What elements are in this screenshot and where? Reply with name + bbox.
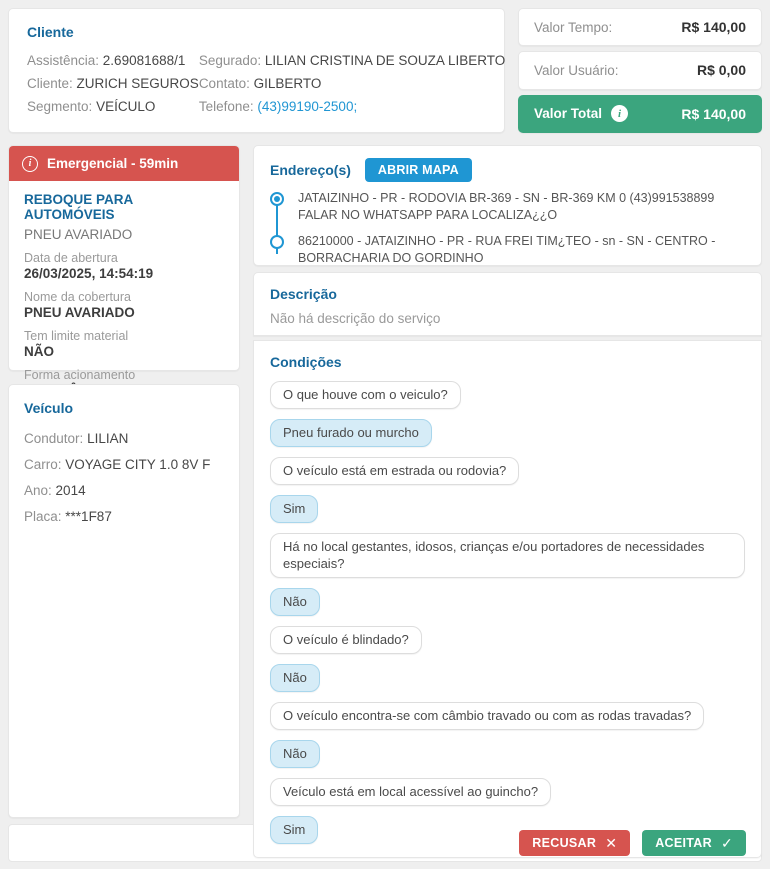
addresses-title: Endereço(s) [270, 162, 351, 178]
segment-value: VEÍCULO [96, 99, 156, 114]
service-subtitle: PNEU AVARIADO [24, 227, 133, 242]
activation-mode-label: Forma acionamento [24, 368, 136, 382]
insured-row [199, 49, 505, 72]
user-value-amount: R$ 0,00 [696, 62, 746, 79]
urgency-banner [9, 146, 239, 181]
condition-answer: Sim [270, 816, 318, 844]
destination-address-item [270, 233, 745, 267]
service-title: REBOQUE PARA AUTOMÓVEIS [24, 192, 133, 222]
condition-question: Veículo está em local acessível ao guincho? [270, 778, 551, 806]
open-date-field [24, 251, 224, 281]
description-card [253, 272, 762, 336]
car-label: Carro: [24, 457, 62, 472]
client-name-row [27, 72, 199, 95]
service-card-body [9, 181, 239, 409]
insured-label: Segurado: [198, 53, 262, 68]
year-value: 2014 [55, 483, 86, 498]
contact-label: Contato: [198, 76, 250, 91]
client-columns [27, 49, 506, 118]
urgency-info-icon: i [22, 156, 38, 172]
check-icon: ✓ [720, 834, 733, 851]
conditions-card [253, 340, 762, 858]
refuse-button-label: RECUSAR [532, 836, 597, 850]
assistance-label: Assistência: [27, 53, 100, 68]
urgency-label: Emergencial - 59min [47, 156, 179, 171]
assistance-number-row [27, 49, 199, 72]
contact-value: GILBERTO [253, 76, 322, 91]
values-column [518, 8, 762, 133]
origin-marker-icon [270, 192, 284, 206]
client-card [8, 8, 505, 133]
client-card-title: Cliente [27, 24, 74, 40]
total-value-amount: R$ 140,00 [681, 105, 746, 122]
total-value-card [518, 95, 762, 133]
condition-question: O veículo está em estrada ou rodovia? [270, 457, 519, 485]
vehicle-card [8, 384, 240, 818]
description-title: Descrição [270, 286, 337, 302]
condition-answer: Sim [270, 495, 318, 523]
vehicle-rows [24, 426, 224, 530]
total-value-label: Valor Total [534, 106, 603, 122]
top-row [8, 8, 762, 133]
total-info-icon[interactable]: i [611, 105, 628, 122]
driver-label: Condutor: [24, 431, 84, 446]
condition-answer: Não [270, 588, 320, 616]
year-label: Ano: [24, 483, 52, 498]
open-date-label: Data de abertura [24, 251, 118, 265]
driver-value: LILIAN [87, 431, 129, 446]
accept-button-label: ACEITAR [655, 836, 712, 850]
user-value-card [518, 51, 762, 89]
plate-row [24, 504, 224, 530]
client-column-left [27, 49, 199, 118]
time-value-card [518, 8, 762, 46]
destination-marker-icon [270, 235, 284, 249]
accept-button[interactable] [642, 830, 746, 856]
service-card [8, 145, 240, 382]
client-label: Cliente: [27, 76, 73, 91]
condition-answer: Pneu furado ou murcho [270, 419, 432, 447]
conditions-title: Condições [270, 354, 342, 370]
origin-address-item [270, 190, 745, 224]
coverage-name-label: Nome da cobertura [24, 290, 132, 304]
segment-label: Segmento: [27, 99, 93, 114]
condition-question: O veículo é blindado? [270, 626, 422, 654]
phone-label: Telefone: [198, 99, 254, 114]
coverage-name-value: PNEU AVARIADO [24, 305, 135, 320]
conditions-bubbles [270, 381, 745, 844]
vehicle-card-title: Veículo [24, 400, 74, 416]
phone-row [199, 95, 505, 118]
addresses-header [270, 158, 745, 182]
open-map-button[interactable]: ABRIR MAPA [365, 158, 472, 182]
time-value-label: Valor Tempo: [534, 19, 613, 35]
time-value-amount: R$ 140,00 [681, 19, 746, 36]
material-limit-field [24, 329, 224, 359]
coverage-name-field [24, 290, 224, 320]
assistance-value: 2.69081688/1 [102, 53, 186, 68]
client-value: ZURICH SEGUROS [76, 76, 199, 91]
origin-address-text: JATAIZINHO - PR - RODOVIA BR-369 - SN - BR-369 KM 0 (43)991538899 FALAR NO WHATSAPP PARA LOCALIZA¿¿O [298, 191, 715, 222]
destination-address-text: 86210000 - JATAIZINHO - PR - RUA FREI TIM¿TEO - sn - SN - CENTRO - BORRACHARIA DO GORDINHO [298, 234, 716, 265]
phone-link[interactable]: (43)99190-2500; [257, 99, 358, 114]
plate-label: Placa: [24, 509, 62, 524]
main-column [253, 145, 762, 837]
address-timeline [270, 190, 745, 267]
condition-question: Há no local gestantes, idosos, crianças e/ou portadores de necessidades especiais? [270, 533, 745, 578]
driver-row [24, 426, 224, 452]
plate-value: ***1F87 [65, 509, 112, 524]
year-row [24, 478, 224, 504]
addresses-card [253, 145, 762, 266]
open-date-value: 26/03/2025, 14:54:19 [24, 266, 154, 281]
close-icon: ✕ [605, 834, 618, 851]
main-row [8, 145, 762, 837]
condition-answer: Não [270, 740, 320, 768]
condition-question: O que houve com o veiculo? [270, 381, 461, 409]
material-limit-label: Tem limite material [24, 329, 129, 343]
car-row [24, 452, 224, 478]
insured-value: LILIAN CRISTINA DE SOUZA LIBERTO [264, 53, 506, 68]
condition-question: O veículo encontra-se com câmbio travado ou com as rodas travadas? [270, 702, 704, 730]
condition-answer: Não [270, 664, 320, 692]
user-value-label: Valor Usuário: [534, 62, 619, 78]
segment-row [27, 95, 199, 118]
client-column-right [199, 49, 505, 118]
description-text: Não há descrição do serviço [270, 311, 441, 326]
material-limit-value: NÃO [24, 344, 54, 359]
left-column [8, 145, 240, 818]
refuse-button[interactable] [519, 830, 630, 856]
contact-row [199, 72, 505, 95]
car-value: VOYAGE CITY 1.0 8V F [65, 457, 211, 472]
